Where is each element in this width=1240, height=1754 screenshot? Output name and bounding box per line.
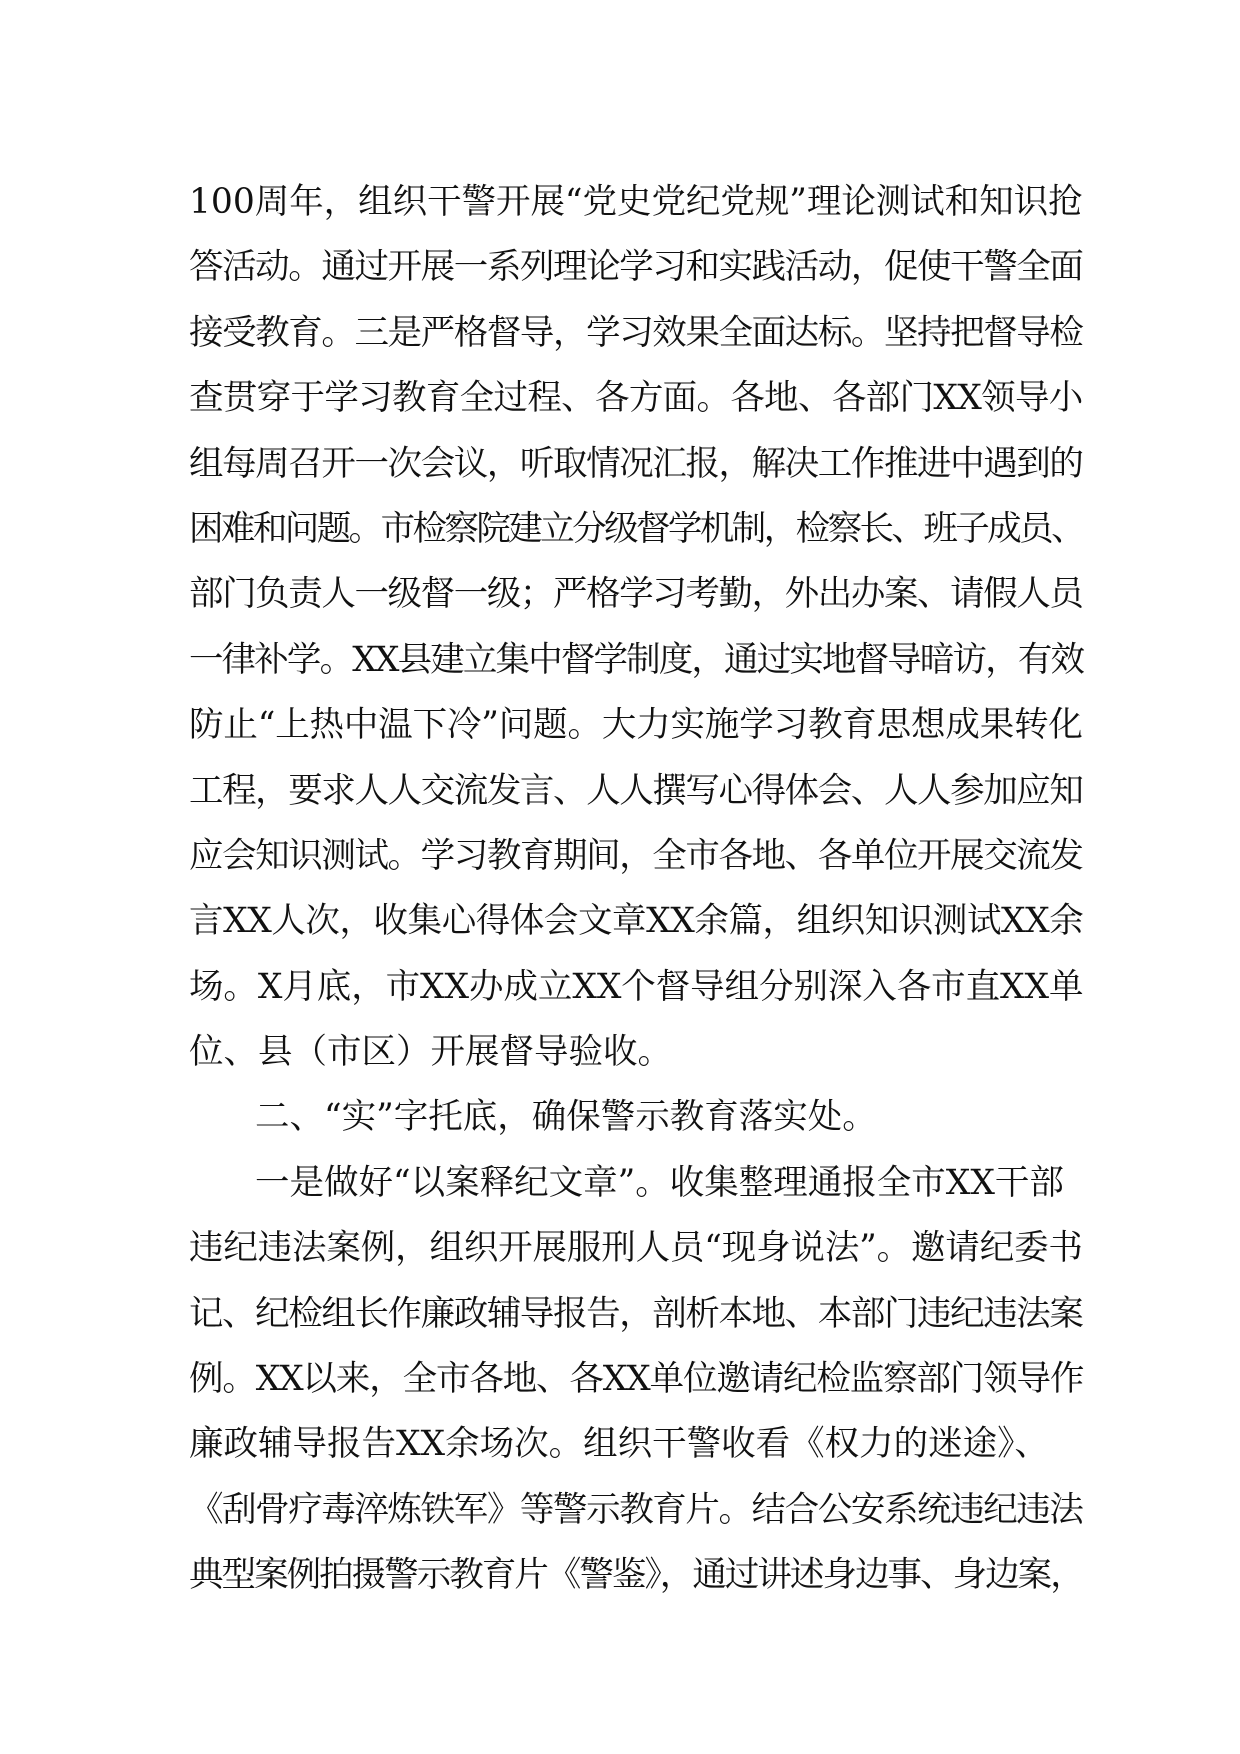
text-line: 困难和问题。市检察院建立分级督学机制，检察长、班子成员、	[189, 508, 1083, 549]
text-line: 答活动。通过开展一系列理论学习和实践活动，促使干警全面	[189, 247, 1083, 288]
text-line: 组每周召开一次会议，听取情况汇报，解决工作推进中遇到的	[189, 443, 1083, 484]
text-line: 例。XX以来，全市各地、各XX单位邀请纪检监察部门领导作	[189, 1359, 1084, 1400]
text-line: 场。X月底，市XX办成立XX个督导组分别深入各市直XX单	[189, 966, 1084, 1007]
text-line: 应会知识测试。学习教育期间，全市各地、各单位开展交流发	[189, 835, 1083, 876]
text-line: 言XX人次，收集心得体会文章XX余篇，组织知识测试XX余	[189, 901, 1084, 942]
text-line: 廉政辅导报告XX余场次。组织干警收看《权力的迷途》、	[189, 1424, 1049, 1465]
text-line: 接受教育。三是严格督导，学习效果全面达标。坚持把督导检	[189, 312, 1083, 353]
section-heading: 二、“实”字托底，确保警示教育落实处。	[255, 1097, 877, 1138]
text-line: 一律补学。XX县建立集中督学制度，通过实地督导暗访，有效	[189, 639, 1084, 680]
text-line: 防止“上热中温下冷”问题。大力实施学习教育思想成果转化	[189, 705, 1083, 746]
text-line: 记、纪检组长作廉政辅导报告，剖析本地、本部门违纪违法案	[189, 1293, 1083, 1334]
text-line: 违纪违法案例，组织开展服刑人员“现身说法”。邀请纪委书	[189, 1228, 1083, 1269]
text-line: 工程，要求人人交流发言、人人撰写心得体会、人人参加应知	[189, 770, 1083, 811]
text-line: 部门负责人一级督一级；严格学习考勤，外出办案、请假人员	[189, 574, 1083, 615]
paragraph-first-line: 一是做好“以案释纪文章”。收集整理通报全市XX干部	[255, 1162, 1064, 1203]
text-line: 100周年，组织干警开展“党史党纪党规”理论测试和知识抢	[189, 182, 1083, 222]
document-body	[189, 170, 1084, 1609]
text-line: 《刮骨疗毒淬炼铁军》等警示教育片。结合公安系统违纪违法	[189, 1489, 1083, 1530]
text-line: 典型案例拍摄警示教育片《警鉴》，通过讲述身边事、身边案，	[189, 1555, 1083, 1596]
text-line: 查贯穿于学习教育全过程、各方面。各地、各部门XX领导小	[189, 378, 1083, 419]
text-line: 位、县（市区）开展督导验收。	[189, 1032, 672, 1073]
